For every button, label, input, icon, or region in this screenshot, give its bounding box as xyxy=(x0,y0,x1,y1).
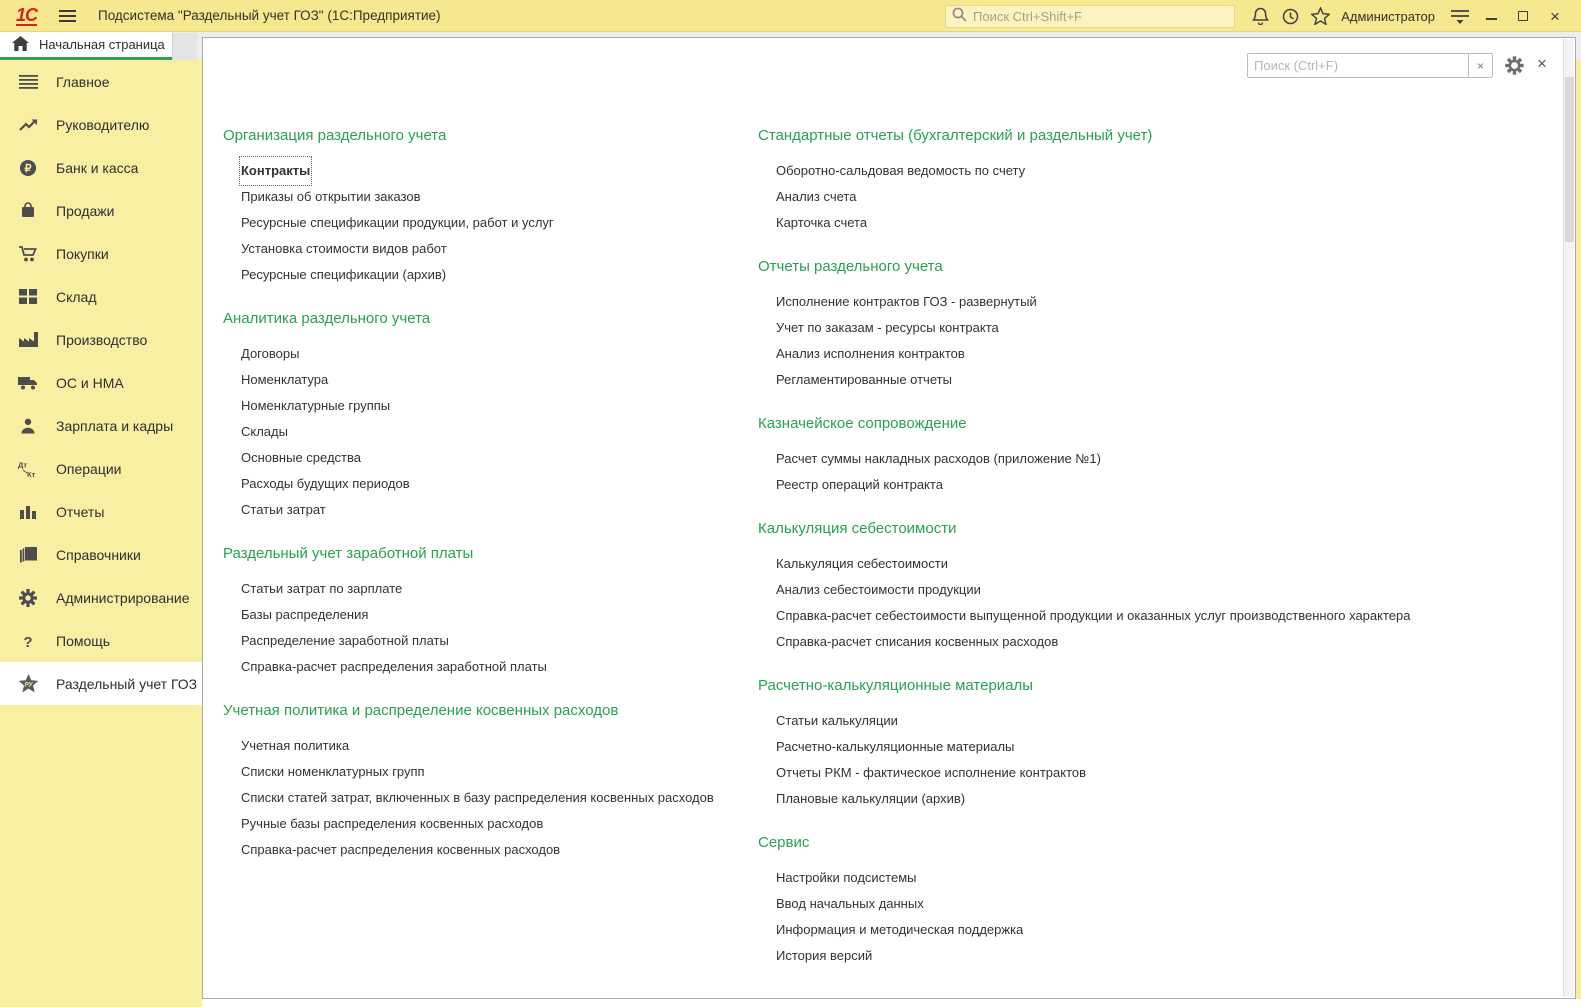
search-icon xyxy=(952,7,967,27)
scrollbar-thumb[interactable] xyxy=(1565,77,1574,242)
gear-icon xyxy=(17,589,39,607)
sidebar-item-label: Продажи xyxy=(56,202,115,219)
tab-home-label: Начальная страница xyxy=(39,37,165,52)
cart-icon xyxy=(17,245,39,262)
nav-link[interactable]: Расчет суммы накладных расходов (приложение №1) xyxy=(776,451,1101,466)
close-window-button[interactable]: × xyxy=(1550,6,1560,26)
panel-search-input[interactable] xyxy=(1254,58,1462,73)
nav-link[interactable]: Калькуляция себестоимости xyxy=(776,556,948,571)
dtkt-icon xyxy=(17,460,39,478)
title-bar xyxy=(0,0,1581,32)
books-icon xyxy=(17,547,39,563)
sidebar-item-label: Банк и касса xyxy=(56,159,139,176)
nav-link[interactable]: Справка-расчет себестоимости выпущенной продукции и оказанных услуг производственного характера xyxy=(776,608,1411,623)
global-search-input[interactable] xyxy=(973,9,1228,24)
section-analytics-separate-accounting xyxy=(223,309,748,523)
svg-text:РУ: РУ xyxy=(23,681,33,689)
vertical-scrollbar[interactable] xyxy=(1563,39,1574,997)
nav-link[interactable]: Контракты xyxy=(241,158,310,184)
home-icon xyxy=(12,36,29,54)
links-column-right xyxy=(758,126,1558,990)
chart-icon xyxy=(17,504,39,519)
nav-link[interactable]: Расходы будущих периодов xyxy=(241,476,410,491)
notifications-bell-icon[interactable] xyxy=(1245,7,1275,25)
warehouse-icon xyxy=(17,289,39,304)
nav-link[interactable]: Договоры xyxy=(241,346,300,361)
section-separate-accounting-reports xyxy=(758,257,1558,393)
section-title[interactable]: Сервис xyxy=(758,834,810,851)
nav-link[interactable]: Ручные базы распределения косвенных расходов xyxy=(241,816,544,831)
nav-link[interactable]: Справка-расчет распределения косвенных расходов xyxy=(241,842,561,857)
nav-link[interactable]: Справка-расчет распределения заработной платы xyxy=(241,659,547,674)
tab-home-page[interactable] xyxy=(0,32,172,60)
sidebar-item-main[interactable] xyxy=(0,60,202,103)
section-accounting-policy xyxy=(223,701,748,863)
section-service xyxy=(758,833,1558,969)
sidebar-item-label: Склад xyxy=(56,288,97,305)
sidebar-item-gos-accounting[interactable] xyxy=(0,662,202,705)
nav-link[interactable]: Расчетно-калькуляционные материалы xyxy=(776,739,1015,754)
factory-icon xyxy=(17,332,39,347)
question-icon xyxy=(17,633,39,649)
section-links xyxy=(758,865,1558,969)
favorites-star-icon[interactable] xyxy=(1305,7,1335,25)
sidebar-item-label: Зарплата и кадры xyxy=(56,417,174,434)
sidebar-item-label: Справочники xyxy=(56,546,141,563)
sidebar-item-label: Производство xyxy=(56,331,148,348)
panel-search xyxy=(1247,53,1493,78)
global-search[interactable] xyxy=(945,5,1235,28)
svg-text:Кт: Кт xyxy=(27,469,36,478)
nav-link[interactable]: Ресурсные спецификации продукции, работ и услуг xyxy=(241,215,554,230)
window-title: Подсистема "Раздельный учет ГОЗ" (1С:Предприятие) xyxy=(98,8,441,23)
sidebar-item-bank-cash[interactable] xyxy=(0,146,202,189)
sidebar-item-os-nma[interactable] xyxy=(0,361,202,404)
nav-link[interactable]: Анализ себестоимости продукции xyxy=(776,582,981,597)
links-column-left xyxy=(223,126,748,884)
section-calculation-materials xyxy=(758,676,1558,812)
nav-link[interactable]: Плановые калькуляции (архив) xyxy=(776,791,966,806)
svg-text:?: ? xyxy=(23,633,33,649)
nav-link[interactable]: Учет по заказам - ресурсы контракта xyxy=(776,320,999,335)
sidebar-item-label: Раздельный учет ГОЗ xyxy=(56,675,198,692)
trend-icon xyxy=(17,118,39,132)
person-icon xyxy=(17,418,39,434)
ruble-icon xyxy=(17,159,39,177)
nav-link[interactable]: Статьи затрат по зарплате xyxy=(241,581,403,596)
nav-link[interactable]: Оборотно-сальдовая ведомость по счету xyxy=(776,163,1026,178)
minimize-button[interactable] xyxy=(1475,0,1507,32)
section-links xyxy=(758,289,1558,393)
nav-link[interactable]: Анализ счета xyxy=(776,189,857,204)
sidebar-item-reports[interactable] xyxy=(0,490,202,533)
nav-link[interactable]: Приказы об открытии заказов xyxy=(241,189,421,204)
svg-text:Дт: Дт xyxy=(18,460,28,469)
section-treasury-support xyxy=(758,414,1558,498)
nav-link[interactable]: История версий xyxy=(776,948,873,963)
section-cost-calculation xyxy=(758,519,1558,655)
sidebar-item-label: Главное xyxy=(56,73,110,90)
user-menu-icon[interactable] xyxy=(1445,8,1475,24)
history-icon[interactable] xyxy=(1275,8,1305,25)
nav-link[interactable]: Отчеты РКМ - фактическое исполнение контрактов xyxy=(776,765,1087,780)
section-links xyxy=(758,708,1558,812)
main-menu-icon[interactable] xyxy=(59,7,76,25)
sidebar-item-purchases[interactable] xyxy=(0,232,202,275)
current-user[interactable]: Администратор xyxy=(1341,8,1435,24)
section-title[interactable]: Калькуляция себестоимости xyxy=(758,520,957,537)
nav-link[interactable]: Статьи затрат xyxy=(241,502,326,517)
sidebar-item-references[interactable] xyxy=(0,533,202,576)
nav-link[interactable]: Списки статей затрат, включенных в базу распределения косвенных расходов xyxy=(241,790,714,805)
section-links xyxy=(223,341,748,523)
section-org-separate-accounting xyxy=(223,126,748,288)
section-links xyxy=(758,446,1558,498)
nav-link[interactable]: Регламентированные отчеты xyxy=(776,372,952,387)
menu-icon xyxy=(17,75,39,89)
section-links xyxy=(758,158,1558,236)
sidebar-item-sales[interactable] xyxy=(0,189,202,232)
home-page-panel xyxy=(202,37,1576,999)
star-ru-icon xyxy=(17,674,39,693)
nav-link[interactable]: Номенклатура xyxy=(241,372,329,387)
sidebar-item-label: Администрирование xyxy=(56,589,190,606)
sidebar-item-label: ОС и НМА xyxy=(56,374,124,391)
section-title[interactable]: Аналитика раздельного учета xyxy=(223,310,431,327)
tab-stub xyxy=(172,33,197,60)
window-footer-area xyxy=(202,999,1581,1007)
nav-link[interactable]: Статьи калькуляции xyxy=(776,713,898,728)
sidebar-item-administration[interactable] xyxy=(0,576,202,619)
nav-link[interactable]: Информация и методическая поддержка xyxy=(776,922,1024,937)
1c-logo: 1С xyxy=(16,4,38,25)
section-links xyxy=(223,158,748,288)
nav-link[interactable]: Склады xyxy=(241,424,288,439)
section-title[interactable]: Учетная политика и распределение косвенных расходов xyxy=(223,702,619,719)
sidebar-item-help[interactable] xyxy=(0,619,202,662)
truck-icon xyxy=(17,376,39,390)
nav-link[interactable]: Карточка счета xyxy=(776,215,868,230)
sidebar-item-label: Помощь xyxy=(56,632,111,649)
sidebar-item-hr[interactable] xyxy=(0,404,202,447)
sidebar-item-label: Операции xyxy=(56,460,122,477)
nav-link[interactable]: Реестр операций контракта xyxy=(776,477,943,492)
section-title[interactable]: Организация раздельного учета xyxy=(223,127,447,144)
nav-link[interactable]: Списки номенклатурных групп xyxy=(241,764,425,779)
section-links xyxy=(758,551,1558,655)
section-title[interactable]: Стандартные отчеты (бухгалтерский и раздельный учет) xyxy=(758,127,1153,144)
section-payroll-separate-accounting xyxy=(223,544,748,680)
sidebar-nav xyxy=(0,60,202,1007)
nav-link[interactable]: Учетная политика xyxy=(241,738,350,753)
section-title[interactable]: Расчетно-калькуляционные материалы xyxy=(758,677,1034,694)
panel-close-icon[interactable]: × xyxy=(1537,54,1547,73)
nav-link[interactable]: Ресурсные спецификации (архив) xyxy=(241,267,447,282)
section-links xyxy=(223,576,748,680)
section-title[interactable]: Казначейское сопровождение xyxy=(758,415,967,432)
sidebar-item-production[interactable] xyxy=(0,318,202,361)
nav-link[interactable]: Анализ исполнения контрактов xyxy=(776,346,965,361)
nav-link[interactable]: Настройки подсистемы xyxy=(776,870,917,885)
sidebar-item-label: Отчеты xyxy=(56,503,105,520)
bag-icon xyxy=(17,202,39,219)
section-title[interactable]: Отчеты раздельного учета xyxy=(758,258,943,275)
section-links xyxy=(223,733,748,863)
nav-link[interactable]: Справка-расчет списания косвенных расходов xyxy=(776,634,1059,649)
section-title[interactable]: Раздельный учет заработной платы xyxy=(223,545,474,562)
panel-search-clear-icon[interactable]: × xyxy=(1469,53,1493,78)
nav-link[interactable]: Номенклатурные группы xyxy=(241,398,391,413)
sidebar-item-manager[interactable] xyxy=(0,103,202,146)
section-standard-reports xyxy=(758,126,1558,236)
maximize-button[interactable] xyxy=(1507,0,1539,32)
sidebar-item-operations[interactable] xyxy=(0,447,202,490)
nav-link[interactable]: Распределение заработной платы xyxy=(241,633,449,648)
panel-settings-gear-icon[interactable] xyxy=(1505,56,1524,80)
sidebar-item-label: Покупки xyxy=(56,245,109,262)
nav-link[interactable]: Установка стоимости видов работ xyxy=(241,241,447,256)
nav-link[interactable]: Основные средства xyxy=(241,450,361,465)
svg-text:₽: ₽ xyxy=(24,162,32,175)
nav-link[interactable]: Базы распределения xyxy=(241,607,369,622)
nav-link[interactable]: Исполнение контрактов ГОЗ - развернутый xyxy=(776,294,1037,309)
sidebar-item-warehouse[interactable] xyxy=(0,275,202,318)
nav-link[interactable]: Ввод начальных данных xyxy=(776,896,924,911)
sidebar-item-label: Руководителю xyxy=(56,116,150,133)
